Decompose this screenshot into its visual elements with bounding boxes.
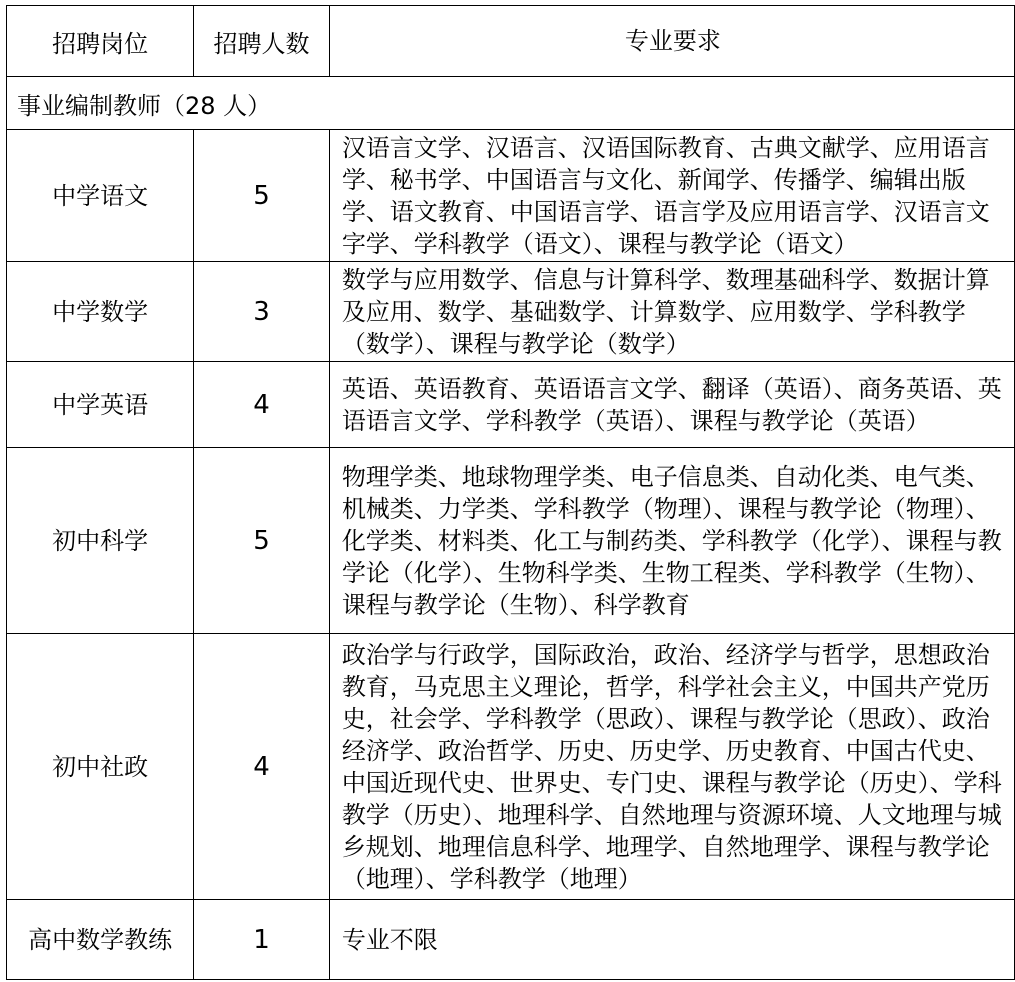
header-count: 招聘人数 [194, 6, 330, 77]
table-row [7, 634, 1015, 900]
requirements-cell: 英语、英语教育、英语语言文学、翻译（英语）、商务英语、英语语言文学、学科教学（英语）、课程与教学论（英语） [329, 362, 1014, 448]
requirements-cell: 数学与应用数学、信息与计算科学、数理基础科学、数据计算及应用、数学、基础数学、计算数学、应用数学、学科教学（数学）、课程与教学论（数学） [329, 262, 1014, 362]
count-cell: 5 [194, 130, 330, 262]
position-cell: 初中科学 [7, 448, 194, 634]
requirements-cell: 政治学与行政学，国际政治，政治、经济学与哲学，思想政治教育，马克思主义理论，哲学，科学社会主义，中国共产党历史，社会学、学科教学（思政）、课程与教学论（思政）、政治经济学、政治哲学、历史、历史学、历史教育、中国古代史、中国近现代史、世界史、专门史、课程与教学论（历史）、学科教学（历史）、地理科学、自然地理与资源环境、人文地理与城乡规划、地理信息科学、地理学、自然地理学、课程与教学论（地理）、学科教学（地理） [329, 634, 1014, 900]
header-position: 招聘岗位 [7, 6, 194, 77]
table-row [7, 448, 1015, 634]
header-requirements: 专业要求 [329, 6, 1014, 77]
position-cell: 初中社政 [7, 634, 194, 900]
category-row [7, 77, 1015, 130]
requirements-cell: 汉语言文学、汉语言、汉语国际教育、古典文献学、应用语言学、秘书学、中国语言与文化、新闻学、传播学、编辑出版学、语文教育、中国语言学、语言学及应用语言学、汉语言文字学、学科教学（语文）、课程与教学论（语文） [329, 130, 1014, 262]
table-header-row [7, 6, 1015, 77]
count-cell: 3 [194, 262, 330, 362]
requirements-cell: 物理学类、地球物理学类、电子信息类、自动化类、电气类、机械类、力学类、学科教学（物理）、课程与教学论（物理）、化学类、材料类、化工与制药类、学科教学（化学）、课程与教学论（化学）、生物科学类、生物工程类、学科教学（生物）、课程与教学论（生物）、科学教育 [329, 448, 1014, 634]
count-cell: 1 [194, 900, 330, 980]
requirements-cell: 专业不限 [329, 900, 1014, 980]
count-cell: 5 [194, 448, 330, 634]
table-row [7, 262, 1015, 362]
category-label: 事业编制教师（28 人） [7, 77, 1015, 130]
position-cell: 中学数学 [7, 262, 194, 362]
table-row [7, 362, 1015, 448]
position-cell: 中学英语 [7, 362, 194, 448]
count-cell: 4 [194, 362, 330, 448]
table-row [7, 130, 1015, 262]
count-cell: 4 [194, 634, 330, 900]
table-row [7, 900, 1015, 980]
position-cell: 高中数学教练 [7, 900, 194, 980]
recruitment-table [6, 5, 1015, 980]
position-cell: 中学语文 [7, 130, 194, 262]
